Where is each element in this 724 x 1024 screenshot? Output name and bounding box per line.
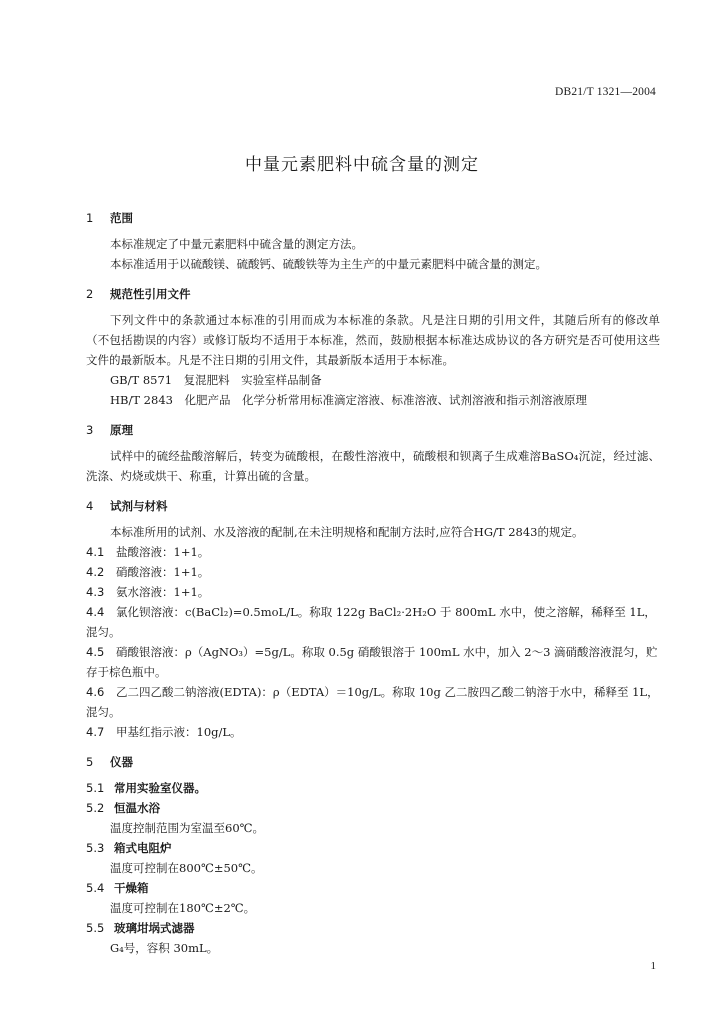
- item-text: 氨水溶液：1+1。: [116, 585, 210, 599]
- item-text: 乙二四乙酸二钠溶液(EDTA)：ρ（EDTA）＝10g/L。称取 10g 乙二胺四乙酸二钠溶于水中，稀释至 1L，混匀。: [86, 685, 659, 719]
- section-heading-principle: [86, 420, 660, 440]
- item-title: 玻璃坩埚式滤器: [114, 921, 195, 935]
- item-number: 4.6: [86, 685, 105, 699]
- item-text: 氯化钡溶液：c(BaCl₂)=0.5moL/L。称取 122g BaCl₂·2H₂O 于 800mL 水中，使之溶解，稀释至 1L，混匀。: [86, 605, 656, 639]
- reference-item: HB/T 2843 化肥产品 化学分析常用标准滴定溶液、标准溶液、试剂溶液和指示剂溶液原理: [110, 393, 587, 407]
- item-text: 盐酸溶液：1+1。: [116, 545, 210, 559]
- item-number: 4.7: [86, 725, 105, 739]
- item-title: 干燥箱: [114, 881, 149, 895]
- reference-item: GB/T 8571 复混肥料 实验室样品制备: [110, 373, 322, 387]
- item-number: 4.2: [86, 565, 105, 579]
- section-title: 试剂与材料: [110, 499, 168, 513]
- reagent-item: [86, 602, 660, 642]
- item-number: 4.4: [86, 605, 105, 619]
- section-heading-references: [86, 284, 660, 304]
- section-title: 仪器: [110, 755, 133, 769]
- item-number: 5.2: [86, 801, 105, 815]
- item-number: 4.3: [86, 585, 105, 599]
- paragraph: 本标准适用于以硫酸镁、硫酸钙、硫酸铁等为主生产的中量元素肥料中硫含量的测定。: [110, 257, 547, 271]
- reagent-item: [86, 562, 660, 582]
- item-number: 5.4: [86, 881, 105, 895]
- section-number: 4: [86, 499, 94, 513]
- apparatus-heading: [86, 798, 660, 818]
- reagent-item: [86, 582, 660, 602]
- apparatus-heading: [86, 838, 660, 858]
- item-text: 甲基红指示液：10g/L。: [116, 725, 242, 739]
- reagent-item: [86, 542, 660, 562]
- apparatus-description: 温度可控制在800℃±50℃。: [110, 861, 263, 875]
- section-heading-reagents: [86, 496, 660, 516]
- section-heading-scope: [86, 208, 660, 228]
- paragraph: 本标准所用的试剂、水及溶液的配制,在未注明规格和配制方法时,应符合HG/T 2843的规定。: [110, 525, 584, 539]
- reagent-item: [86, 682, 660, 722]
- section-number: 1: [86, 211, 94, 225]
- item-title: 恒温水浴: [114, 801, 160, 815]
- section-title: 原理: [110, 423, 133, 437]
- apparatus-heading: [86, 918, 660, 938]
- section-title: 规范性引用文件: [110, 287, 191, 301]
- section-heading-apparatus: [86, 752, 660, 772]
- standard-code: DB21/T 1321—2004: [554, 86, 656, 98]
- paragraph: 下列文件中的条款通过本标准的引用而成为本标准的条款。凡是注日期的引用文件，其随后所有的修改单（不包括勘误的内容）或修订版均不适用于本标准，然而，鼓励根据本标准达成协议的各方研究是否可使用这些文件的最新版本。凡是不注日期的引用文件，其最新版本适用于本标准。: [86, 313, 660, 367]
- reagent-list: [86, 542, 660, 742]
- paragraph: 本标准规定了中量元素肥料中硫含量的测定方法。: [110, 237, 363, 251]
- apparatus-description: G₄号，容积 30mL。: [110, 941, 219, 955]
- page-number: 1: [650, 960, 656, 972]
- document-title: 中量元素肥料中硫含量的测定: [245, 155, 479, 175]
- item-number: 5.5: [86, 921, 105, 935]
- apparatus-list: [86, 778, 660, 958]
- item-title: 箱式电阻炉: [114, 841, 172, 855]
- item-text: 硝酸溶液：1+1。: [116, 565, 210, 579]
- item-text: 硝酸银溶液：ρ（AgNO₃）=5g/L。称取 0.5g 硝酸银溶于 100mL 水中，加入 2～3 滴硝酸溶液混匀，贮存于棕色瓶中。: [86, 645, 658, 679]
- item-number: 5.3: [86, 841, 105, 855]
- paragraph: 试样中的硫经盐酸溶解后，转变为硫酸根，在酸性溶液中，硫酸根和钡离子生成难溶BaSO₄沉淀，经过滤、洗涤、灼烧或烘干、称重，计算出硫的含量。: [86, 449, 660, 483]
- reagent-item: [86, 642, 660, 682]
- section-number: 5: [86, 755, 94, 769]
- section-number: 3: [86, 423, 94, 437]
- apparatus-heading: [86, 778, 660, 798]
- item-number: 5.1: [86, 781, 105, 795]
- apparatus-description: 温度可控制在180℃±2℃。: [110, 901, 256, 915]
- apparatus-description: 温度控制范围为室温至60℃。: [110, 821, 264, 835]
- section-title: 范围: [110, 211, 133, 225]
- item-title: 常用实验室仪器。: [114, 781, 206, 795]
- item-number: 4.1: [86, 545, 105, 559]
- apparatus-heading: [86, 878, 660, 898]
- section-number: 2: [86, 287, 94, 301]
- document-body: [86, 208, 660, 958]
- item-number: 4.5: [86, 645, 105, 659]
- reagent-item: [86, 722, 660, 742]
